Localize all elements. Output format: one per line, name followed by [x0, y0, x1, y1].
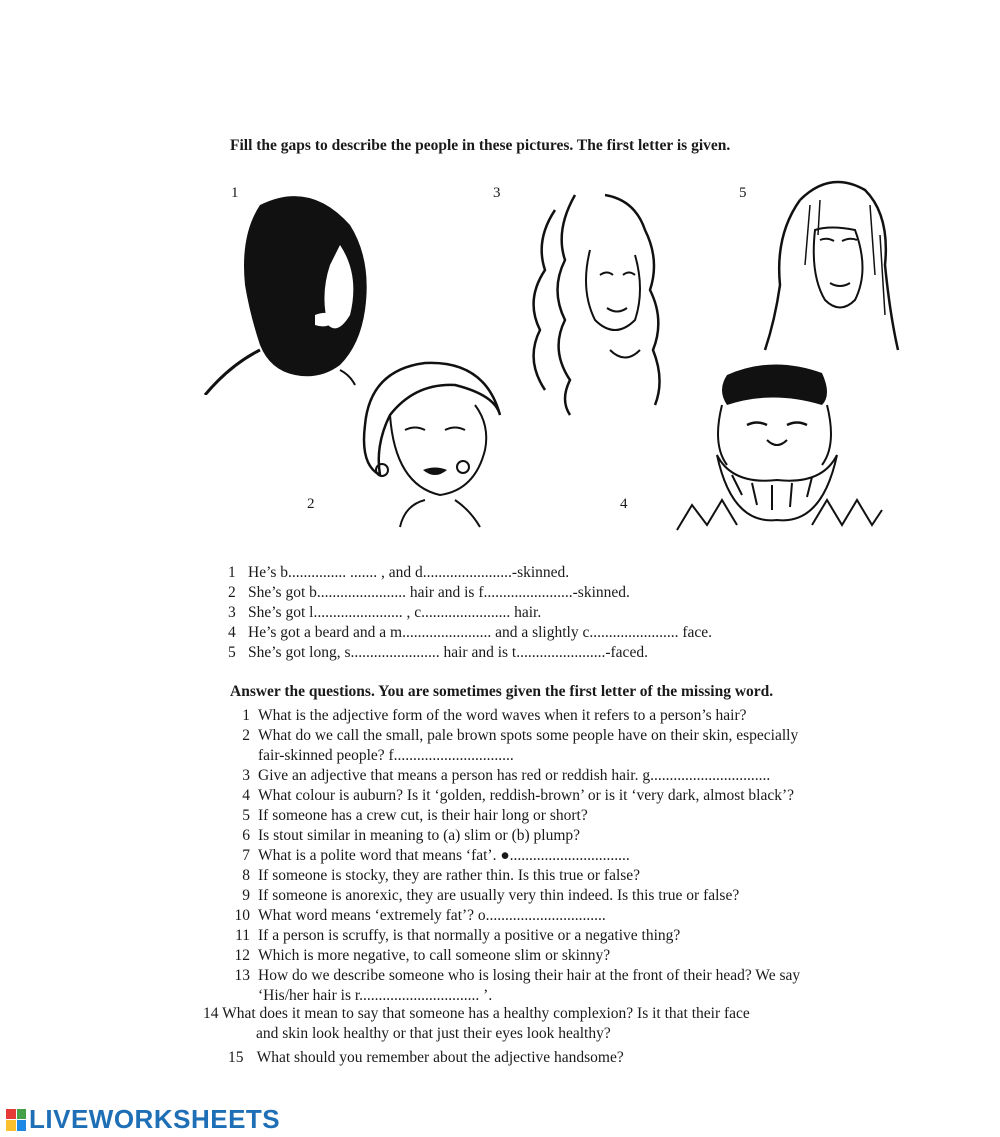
question-text: What word means ‘extremely fat’? o............................... — [258, 907, 606, 924]
question-number: 14 — [203, 1005, 219, 1022]
sentence-2: 2 She’s got b....................... hair and is f.......................-skinned. — [228, 584, 630, 601]
question-item — [228, 826, 928, 846]
exercise1-sentences — [228, 563, 712, 663]
question-text: Is stout similar in meaning to (a) slim or (b) plump? — [258, 827, 581, 844]
face-2-illustration — [345, 355, 515, 535]
question-item — [228, 766, 928, 786]
question-14 — [203, 1004, 863, 1044]
logo-icon — [6, 1109, 26, 1131]
question-text: If someone is stocky, they are rather thin. Is this true or false? — [258, 867, 641, 884]
question-text-line2: and skin look healthy or that just their eyes look healthy? — [256, 1025, 611, 1042]
question-list — [228, 706, 928, 1006]
question-text: What do we call the small, pale brown spots some people have on their skin, especially — [258, 727, 799, 744]
question-number: 7 — [242, 847, 250, 864]
question-number: 8 — [242, 867, 250, 884]
question-item — [228, 966, 928, 1006]
exercise1-instruction: Fill the gaps to describe the people in these pictures. The first letter is given. — [230, 137, 731, 154]
question-item — [228, 706, 928, 726]
question-text: What colour is auburn? Is it ‘golden, reddish-brown’ or is it ‘very dark, almost black’? — [258, 787, 795, 804]
question-text: Give an adjective that means a person has red or reddish hair. g............................... — [258, 767, 771, 784]
question-text-line1: What does it mean to say that someone has a healthy complexion? Is it that their face — [222, 1005, 750, 1022]
question-text: What is a polite word that means ‘fat’. ●............................... — [258, 847, 630, 864]
question-text: How do we describe someone who is losing their hair at the front of their head? We say — [258, 967, 801, 984]
question-number: 4 — [242, 787, 250, 804]
sentence-text: She’s got long, s....................... hair and is t.......................-faced. — [248, 644, 648, 661]
question-number: 10 — [234, 907, 250, 924]
question-number: 13 — [234, 967, 250, 984]
question-text: What is the adjective form of the word waves when it refers to a person’s hair? — [258, 707, 747, 724]
question-15 — [228, 1048, 624, 1068]
question-item — [228, 806, 928, 826]
question-text: If someone is anorexic, they are usually very thin indeed. Is this true or false? — [258, 887, 740, 904]
picture-number-5: 5 — [739, 185, 747, 201]
question-number: 3 — [242, 767, 250, 784]
question-item — [228, 726, 928, 766]
sentence-3: 3 She’s got l....................... , c....................... hair. — [228, 604, 542, 621]
question-item — [228, 906, 928, 926]
question-number: 15 — [228, 1049, 244, 1066]
exercise2-instruction: Answer the questions. You are sometimes given the first letter of the missing word. — [230, 683, 774, 700]
question-item — [228, 926, 928, 946]
sentence-text: She’s got b....................... hair and is f.......................-skinned. — [248, 584, 630, 601]
question-item — [228, 866, 928, 886]
question-number: 5 — [242, 807, 250, 824]
question-item — [228, 946, 928, 966]
sentence-5: 5 She’s got long, s....................... hair and is t.......................-faced. — [228, 644, 648, 661]
question-number: 6 — [242, 827, 250, 844]
sentence-1: 1 He’s b............... ....... , and d.......................-skinned. — [228, 564, 570, 581]
liveworksheets-logo — [6, 1104, 280, 1135]
picture-number-1: 1 — [231, 185, 239, 201]
picture-number-4: 4 — [620, 496, 628, 512]
question-number: 9 — [242, 887, 250, 904]
question-item — [228, 846, 928, 866]
question-item — [228, 886, 928, 906]
sentence-4: 4 He’s got a beard and a m....................... and a slightly c....................... face. — [228, 624, 713, 641]
question-number: 12 — [234, 947, 250, 964]
face-3-illustration — [515, 190, 670, 420]
question-item — [228, 786, 928, 806]
face-5-illustration — [760, 175, 900, 355]
question-text: ‘His/her hair is r............................... ’. — [258, 987, 493, 1004]
picture-number-3: 3 — [493, 185, 501, 201]
brand-name: LIVEWORKSHEETS — [29, 1104, 281, 1134]
sentence-text: He’s got a beard and a m....................... and a slightly c....................... face. — [248, 624, 713, 641]
question-number: 11 — [235, 927, 250, 944]
question-number: 1 — [242, 707, 250, 724]
question-text: fair-skinned people? f............................... — [258, 747, 514, 764]
question-text: Which is more negative, to call someone slim or skinny? — [258, 947, 611, 964]
sentence-text: She’s got l....................... , c....................... hair. — [248, 604, 542, 621]
sentence-text: He’s b............... ....... , and d.......................-skinned. — [248, 564, 570, 581]
picture-number-2: 2 — [307, 496, 315, 512]
face-4-illustration — [672, 355, 887, 540]
question-text: What should you remember about the adjective handsome? — [256, 1049, 624, 1066]
question-text: If a person is scruffy, is that normally a positive or a negative thing? — [258, 927, 681, 944]
question-text: If someone has a crew cut, is their hair long or short? — [258, 807, 588, 824]
question-number: 2 — [242, 727, 250, 744]
